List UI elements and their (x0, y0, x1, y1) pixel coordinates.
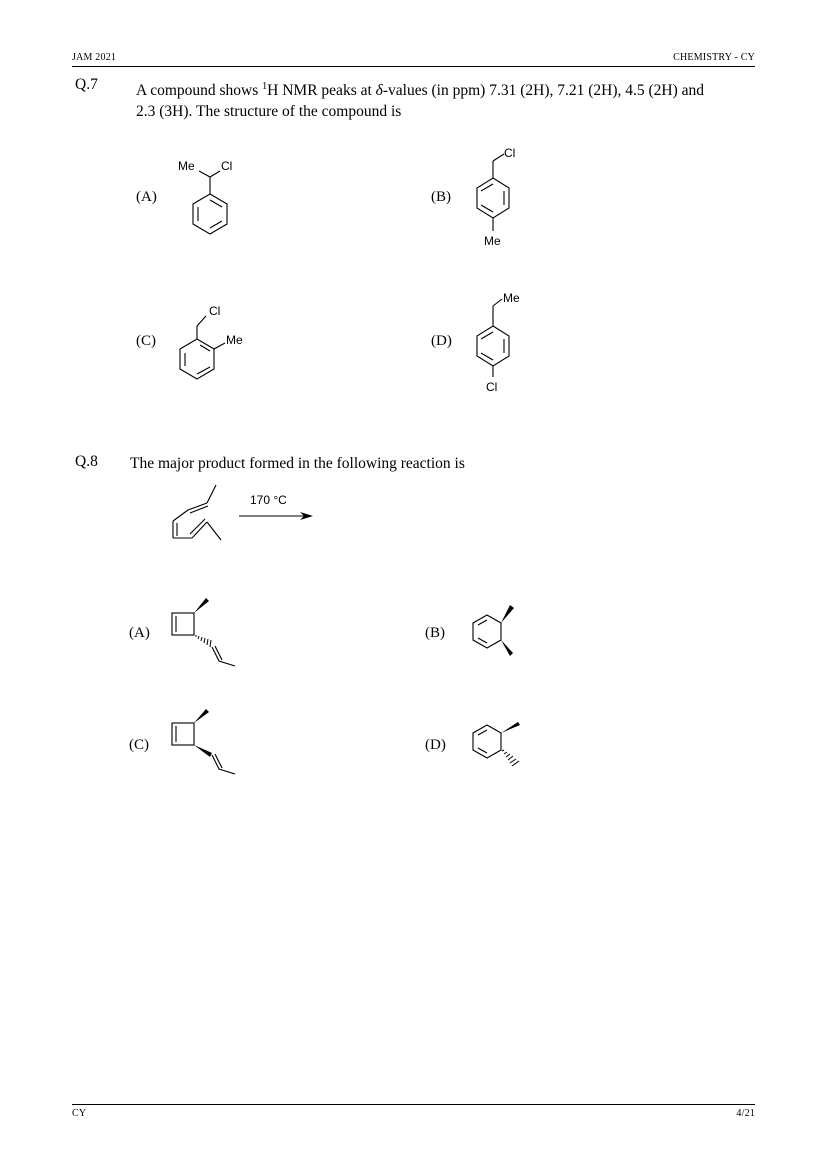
q8-option-a-label: (A) (129, 625, 150, 641)
wedge-bond (501, 640, 513, 656)
wedge-bond (194, 745, 212, 757)
header-rule (72, 66, 755, 67)
q8-number: Q.8 (75, 453, 98, 470)
q7d-me-label: Me (503, 291, 520, 305)
q7b-cl-label: Cl (504, 146, 516, 160)
q7-superscript: 1 (262, 81, 268, 92)
q7-option-d-label: (D) (431, 333, 452, 349)
page-number: 4/21 (736, 1108, 755, 1119)
q7-number: Q.7 (75, 76, 98, 93)
q8-structure-a (165, 590, 245, 680)
q8-structure-d (460, 713, 540, 783)
q7-structure-d (470, 288, 540, 398)
q7a-cl-label: Cl (221, 159, 233, 173)
q8-structure-b (460, 600, 540, 670)
q7c-cl-label: Cl (209, 304, 221, 318)
footer-left: CY (72, 1108, 87, 1119)
wedge-bond (501, 722, 520, 733)
q7-delta: δ (375, 82, 383, 100)
q7a-me-label: Me (178, 159, 195, 173)
q7-line1: A compound shows $^1$H NMR peaks at δ-values (in ppm) 7.31 (2H), 7.21 (2H), 4.5 (2H) and (136, 81, 705, 100)
q8-structure-c (165, 705, 245, 790)
q7b-me-label: Me (484, 234, 501, 248)
q7-option-c-label: (C) (136, 333, 156, 349)
q7-option-a-label: (A) (136, 189, 157, 205)
wedge-bond (501, 605, 514, 623)
q7-option-b-label: (B) (431, 189, 451, 205)
q7-line2: 2.3 (3H). The structure of the compound is (136, 103, 402, 121)
q8-condition: 170 °C (250, 493, 287, 507)
hashed-bond (196, 635, 211, 647)
q7-text (136, 76, 756, 122)
q8-option-b-label: (B) (425, 625, 445, 641)
q8-reactant (160, 480, 330, 555)
wedge-bond (194, 709, 209, 723)
wedge-bond (194, 598, 209, 613)
q7-structure-a (170, 150, 250, 250)
q8-option-d-label: (D) (425, 737, 446, 753)
q8-option-c-label: (C) (129, 737, 149, 753)
q8-text: The major product formed in the following reaction is (130, 455, 465, 472)
hashed-bond (502, 750, 519, 766)
q7c-me-label: Me (226, 333, 243, 347)
q7-structure-b (470, 142, 540, 252)
q7d-cl-label: Cl (486, 380, 498, 394)
header-right: CHEMISTRY - CY (673, 52, 755, 63)
header-left: JAM 2021 (72, 52, 117, 63)
q7-structure-c (170, 298, 260, 388)
footer-rule (72, 1104, 755, 1105)
